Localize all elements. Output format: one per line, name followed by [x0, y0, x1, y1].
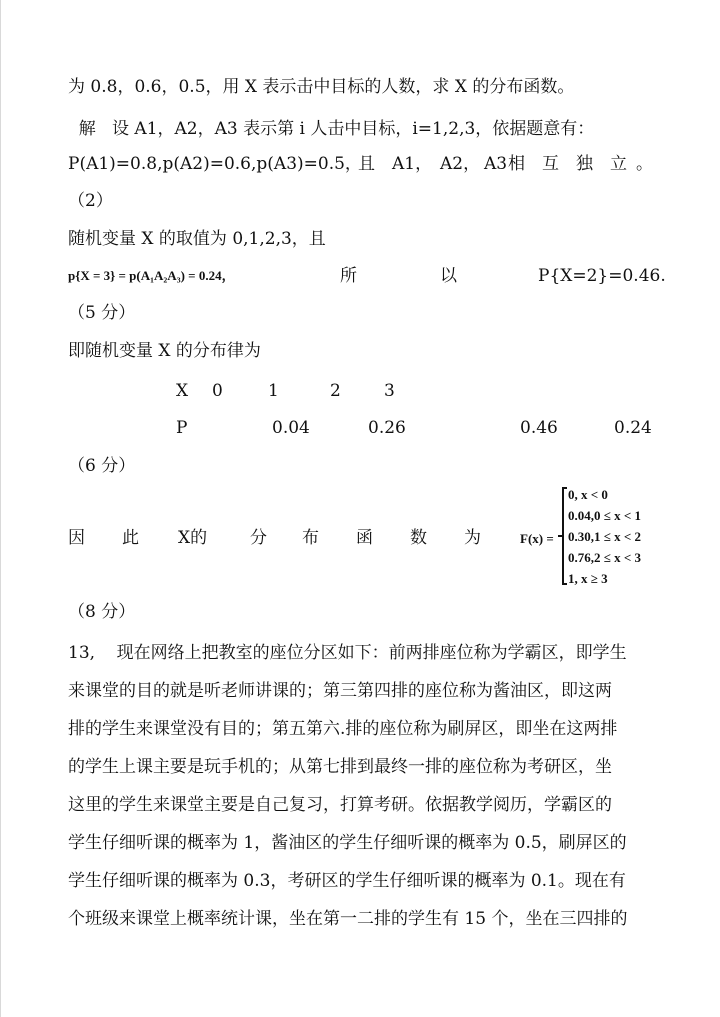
problem-13-line-8: 个班级来课堂上概率统计课，坐在第一二排的学生有 15 个，坐在三四排的 — [68, 909, 628, 929]
text-line-12-word: 因 — [68, 528, 85, 548]
cdf-lhs: F(x) = — [520, 531, 554, 546]
text-line-6-result: P{X=2}=0.46. — [538, 266, 666, 286]
dist-x-value: 2 — [330, 381, 341, 401]
text-line-8: 即随机变量 X 的分布律为 — [68, 341, 261, 361]
text-line-3-word: A1， — [392, 154, 433, 174]
text-line-12-word: 数 — [410, 528, 427, 548]
dist-p-value: 0.04 — [272, 418, 310, 438]
text-line-12-word: 此 — [122, 528, 139, 548]
text-line-12-word: 函 — [356, 528, 373, 548]
text-line-3-probabilities: P(A1)=0.8,p(A2)=0.6,p(A3)=0.5， — [68, 154, 362, 174]
problem-13-line-5: 这里的学生来课堂主要是自己复习，打算考研。依据教学阅历，学霸区的 — [68, 795, 612, 815]
text-line-12-word: 布 — [302, 528, 319, 548]
dist-x-value: 3 — [384, 381, 395, 401]
problem-13-line-2: 来课堂的目的就是听老师讲课的；第三第四排的座位称为酱油区，即这两 — [68, 681, 612, 701]
text-line-score-2: （2） — [68, 191, 113, 211]
cdf-brace-tip — [558, 535, 563, 537]
problem-13-line-3: 排的学生来课堂没有目的；第五第六.排的座位称为刷屏区，即坐在这两排 — [68, 719, 618, 739]
text-line-12-word: X的 — [178, 528, 208, 548]
cdf-piece: 0.76,2 ≤ x < 3 — [568, 550, 642, 565]
text-line-1: 为 0.8，0.6，0.5，用 X 表示击中目标的人数，求 X 的分布函数。 — [68, 77, 575, 97]
text-line-3-word: A3 — [484, 154, 508, 174]
cdf-piece: 1, x ≥ 3 — [568, 571, 608, 586]
text-line-3-word: 独 — [576, 154, 593, 174]
page-left-border — [0, 0, 1, 1017]
dist-x-label: X — [176, 381, 189, 401]
text-line-3-word: A2， — [440, 154, 481, 174]
dist-x-value: 1 — [268, 381, 279, 401]
cdf-brace-bottom — [562, 583, 567, 585]
dist-p-value: 0.24 — [614, 418, 652, 438]
text-line-12-word: 为 — [464, 528, 481, 548]
text-line-6-word: 所 — [340, 266, 357, 286]
dist-p-value: 0.26 — [368, 418, 406, 438]
text-line-3-word: 相 — [508, 154, 525, 174]
problem-13-line-7: 学生仔细听课的概率为 0.3，考研区的学生仔细听课的概率为 0.1。现在有 — [68, 871, 626, 891]
text-line-12-word: 分 — [250, 528, 267, 548]
problem-13-line-6: 学生仔细听课的概率为 1，酱油区的学生仔细听课的概率为 0.5，刷屏区的 — [68, 833, 627, 853]
cdf-piece: 0, x < 0 — [568, 487, 608, 502]
text-line-score-6: （6 分） — [68, 456, 136, 476]
dist-p-value: 0.46 — [520, 418, 558, 438]
text-line-3-word: 且 — [358, 154, 375, 174]
text-line-3-word: 。 — [636, 154, 653, 174]
text-line-score-8: （8 分） — [68, 602, 136, 622]
text-line-5: 随机变量 X 的取值为 0,1,2,3，且 — [68, 229, 326, 249]
text-line-3-word: 互 — [542, 154, 559, 174]
text-line-score-5: （5 分） — [68, 303, 136, 323]
text-line-6-word: 以 — [440, 266, 457, 286]
text-line-2: 解 设 A1，A2，A3 表示第 i 人击中目标，i=1,2,3，依据题意有： — [68, 119, 595, 139]
text-line-3-word: 立 — [610, 154, 627, 174]
problem-13-line-4: 的学生上课主要是玩手机的；从第七排到最终一排的座位称为考研区，坐 — [68, 757, 612, 777]
problem-13-line-1: 13, 现在网络上把教室的座位分区如下：前两排座位称为学霸区，即学生 — [68, 643, 627, 663]
cdf-piece: 0.04,0 ≤ x < 1 — [568, 508, 642, 523]
cdf-piece: 0.30,1 ≤ x < 2 — [568, 529, 642, 544]
cdf-brace-top — [562, 487, 567, 489]
dist-p-label: P — [176, 418, 188, 438]
formula-p-x3: p{X = 3} = p(A₁A₂A₃) = 0.24， — [68, 268, 235, 283]
dist-x-value: 0 — [212, 381, 223, 401]
